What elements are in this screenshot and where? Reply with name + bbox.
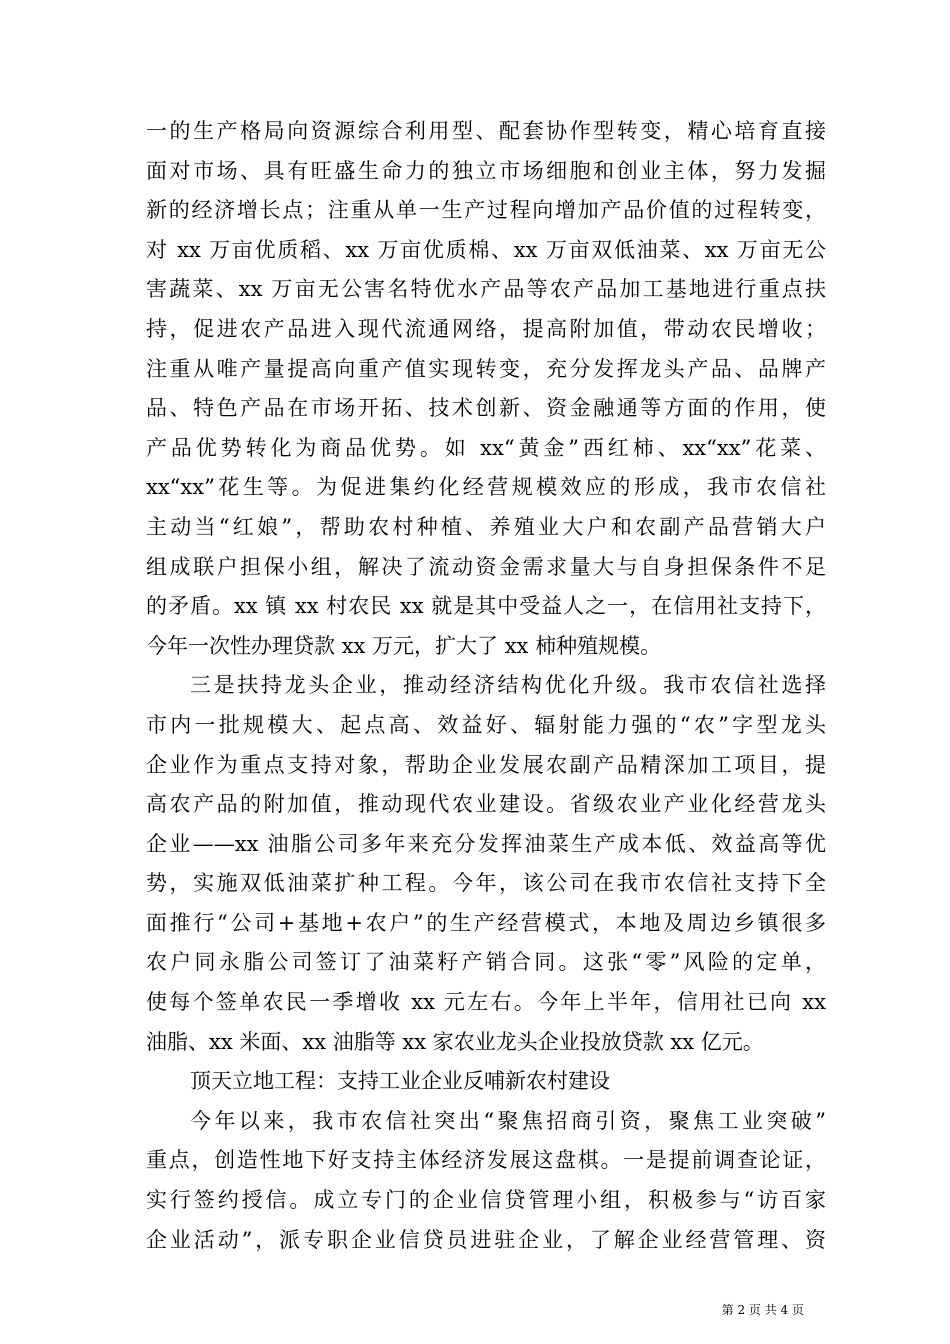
text-line: 害蔬菜、xx 万亩无公害名特优水产品等农产品加工基地进行重点扶 bbox=[146, 277, 826, 302]
text-line: 对 xx 万亩优质稻、xx 万亩优质棉、xx 万亩双低油菜、xx 万亩无公 bbox=[146, 237, 826, 262]
text-line: 的矛盾。xx 镇 xx 村农民 xx 就是其中受益人之一，在信用社支持下， bbox=[146, 594, 826, 619]
paragraph-end-line: 今年一次性办理贷款 xx 万元，扩大了 xx 柿种殖规模。 bbox=[146, 633, 662, 658]
text-line: 势，实施双低油菜扩种工程。今年，该公司在我市农信社支持下全 bbox=[146, 871, 826, 896]
text-line: 面对市场、具有旺盛生命力的独立市场细胞和创业主体，努力发掘 bbox=[146, 158, 826, 183]
text-line: 品、特色产品在市场开拓、技术创新、资金融通等方面的作用，使 bbox=[146, 396, 826, 421]
text-line: 面推行“公司+基地+农户”的生产经营模式，本地及周边乡镇很多 bbox=[146, 910, 826, 935]
paragraph-end-line: 油脂、xx 米面、xx 油脂等 xx 家农业龙头企业投放贷款 xx 亿元。 bbox=[146, 1029, 764, 1054]
text-line: 注重从唯产量提高向重产值实现转变，充分发挥龙头产品、品牌产 bbox=[146, 356, 826, 381]
text-line: 农户同永脂公司签订了油菜籽产销合同。这张“零”风险的定单， bbox=[146, 950, 826, 975]
text-line: 实行签约授信。成立专门的企业信贷管理小组，积极参与“访百家 bbox=[146, 1188, 826, 1213]
text-line: 高农产品的附加值，推动现代农业建设。省级农业产业化经营龙头 bbox=[146, 792, 826, 817]
document-body bbox=[146, 112, 826, 1260]
text-line: 主动当“红娘”，帮助农村种植、养殖业大户和农副产品营销大户 bbox=[146, 514, 826, 539]
text-line: 重点，创造性地下好支持主体经济发展这盘棋。一是提前调查论证， bbox=[146, 1148, 826, 1173]
paragraph-start-line: 三是扶持龙头企业，推动经济结构优化升级。我市农信社选择 bbox=[190, 673, 826, 698]
text-line: 企业作为重点支持对象，帮助企业发展农副产品精深加工项目，提 bbox=[146, 752, 826, 777]
text-line: 组成联户担保小组，解决了流动资金需求量大与自身担保条件不足 bbox=[146, 554, 826, 579]
text-line: 市内一批规模大、起点高、效益好、辐射能力强的“农”字型龙头 bbox=[146, 712, 826, 737]
text-line: 企业活动”，派专职企业信贷员进驻企业，了解企业经营管理、资 bbox=[146, 1227, 826, 1252]
page-number-footer: 第 2 页 共 4 页 bbox=[721, 1303, 804, 1317]
text-line: xx“xx”花生等。为促进集约化经营规模效应的形成，我市农信社 bbox=[146, 475, 826, 500]
text-line: 新的经济增长点；注重从单一生产过程向增加产品价值的过程转变， bbox=[146, 198, 826, 223]
text-line: 产品优势转化为商品优势。如 xx“黄金”西红柿、xx“xx”花菜、 bbox=[146, 435, 826, 460]
text-line: 使每个签单农民一季增收 xx 元左右。今年上半年，信用社已向 xx bbox=[146, 990, 826, 1015]
text-line: 持，促进农产品进入现代流通网络，提高附加值，带动农民增收； bbox=[146, 316, 826, 341]
section-heading: 顶天立地工程：支持工业企业反哺新农村建设 bbox=[190, 1069, 610, 1094]
text-line: 企业——xx 油脂公司多年来充分发挥油菜生产成本低、效益高等优 bbox=[146, 831, 826, 856]
paragraph-start-line: 今年以来，我市农信社突出“聚焦招商引资，聚焦工业突破” bbox=[190, 1108, 826, 1133]
text-line: 一的生产格局向资源综合利用型、配套协作型转变，精心培育直接 bbox=[146, 119, 826, 143]
